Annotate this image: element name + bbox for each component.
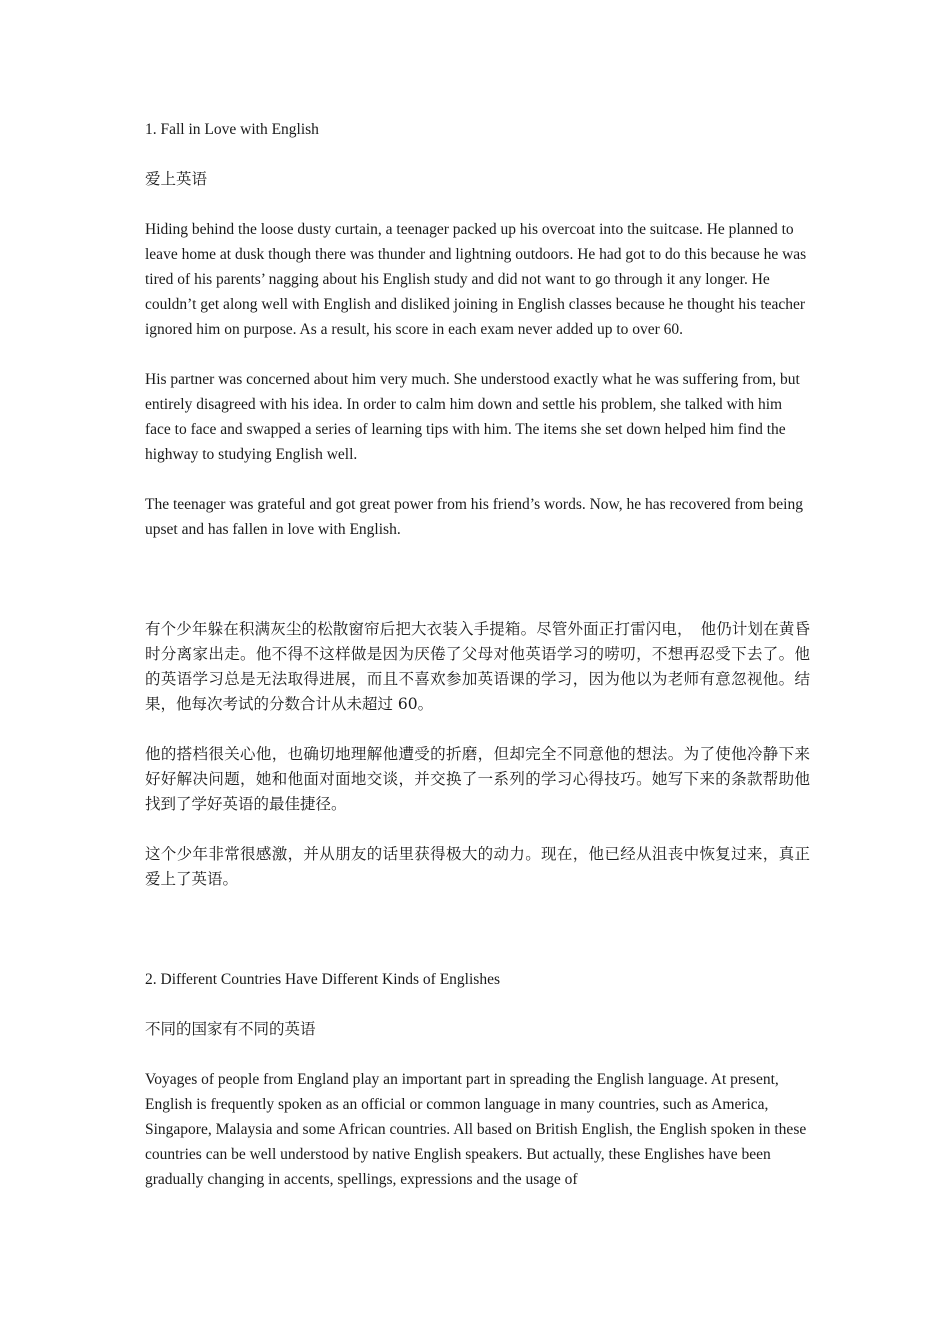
section-1-subtitle-zh: 爱上英语 — [145, 170, 208, 188]
section-1-en-paragraph-3: The teenager was grateful and got great power from his friend’s words. Now, he has recovered from being upset and has fallen in love with English. — [145, 496, 803, 538]
section-2-title: 2. Different Countries Have Different Kinds of Englishes — [145, 971, 500, 988]
section-1-en-paragraph-2: His partner was concerned about him very much. She understood exactly what he was suffering from, but entirely disagreed with his idea. In order to calm him down and settle his problem, she talked with him face to face and swapped a series of learning tips with him. The items she set down helped him find the highway to studying English well. — [145, 371, 800, 463]
section-1-zh-paragraph-3: 这个少年非常很感激，并从朋友的话里获得极大的动力。现在，他已经从沮丧中恢复过来，真正爱上了英语。 — [145, 845, 810, 888]
section-1-title: 1. Fall in Love with English — [145, 121, 319, 138]
section-2-subtitle-zh: 不同的国家有不同的英语 — [145, 1020, 316, 1038]
section-1-zh-paragraph-1: 有个少年躲在积满灰尘的松散窗帘后把大衣装入手提箱。尽管外面正打雷闪电， 他仍计划在黄昏时分离家出走。他不得不这样做是因为厌倦了父母对他英语学习的唠叨，不想再忍受下去了。他的英语学习总是无法取得进展，而且不喜欢参加英语课的学习，因为他以为老师有意忽视他。结果，他每次考试的分数合计从未超过 60。 — [145, 620, 810, 713]
section-1-zh-paragraph-2: 他的搭档很关心他，也确切地理解他遭受的折磨，但却完全不同意他的想法。为了使他冷静下来好好解决问题，她和他面对面地交谈，并交换了一系列的学习心得技巧。她写下来的条款帮助他找到了学好英语的最佳捷径。 — [145, 745, 810, 813]
section-1-en-paragraph-1: Hiding behind the loose dusty curtain, a teenager packed up his overcoat into the suitcase. He planned to leave home at dusk though there was thunder and lightning outdoors. He had got to do this because he was tired of his parents’ nagging about his English study and did not want to go through it any longer. He couldn’t get along well with English and disliked joining in English classes because he thought his teacher ignored him on purpose. As a result, his score in each exam never added up to over 60. — [145, 221, 807, 338]
section-2-en-paragraph-1: Voyages of people from England play an important part in spreading the English language. At present, English is frequently spoken as an official or common language in many countries, such as America, Singapore, Malaysia and some African countries. All based on British English, the English spoken in these countries can be well understood by native English speakers. But actually, these Englishes have been gradually changing in accents, spellings, expressions and the usage of — [145, 1071, 807, 1188]
document-page — [145, 117, 810, 1192]
